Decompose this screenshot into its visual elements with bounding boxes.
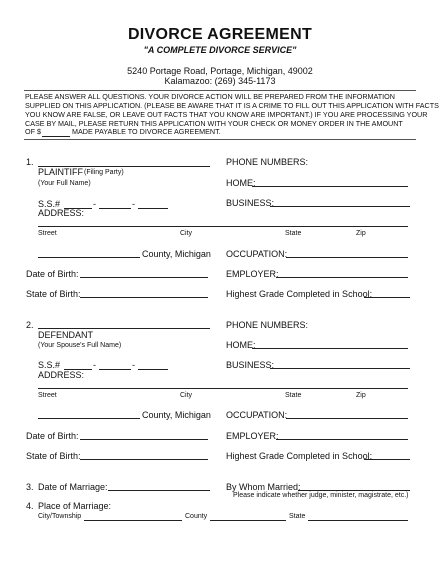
city-township-label: City/Township bbox=[38, 513, 82, 520]
plaintiff-ssn-part3[interactable] bbox=[138, 208, 168, 209]
plaintiff-dob-label: Date of Birth: bbox=[26, 269, 79, 279]
ssn-dash: - bbox=[93, 360, 96, 370]
plaintiff-name-note: (Your Full Name) bbox=[38, 180, 91, 187]
defendant-sob-field[interactable] bbox=[80, 459, 208, 460]
defendant-grade-field[interactable] bbox=[364, 459, 410, 460]
defendant-name-note: (Your Spouse's Full Name) bbox=[38, 342, 122, 349]
defendant-name-field[interactable] bbox=[38, 328, 210, 329]
defendant-dob-field[interactable] bbox=[80, 439, 208, 440]
notice-line-5a: OF $ bbox=[25, 127, 41, 136]
plaintiff-address-field[interactable] bbox=[38, 226, 408, 227]
plaintiff-employer-label: EMPLOYER: bbox=[226, 269, 279, 279]
defendant-zip-label: Zip bbox=[356, 392, 366, 399]
defendant-address-label: ADDRESS: bbox=[38, 370, 85, 380]
defendant-address-field[interactable] bbox=[38, 388, 408, 389]
notice-line-5b: MADE PAYABLE TO DIVORCE AGREEMENT. bbox=[72, 127, 221, 136]
notice-top-border bbox=[24, 90, 416, 91]
defendant-ssn-part2[interactable] bbox=[99, 369, 131, 370]
plaintiff-city-label: City bbox=[180, 230, 193, 237]
defendant-ssn-label: S.S.# bbox=[38, 360, 61, 370]
defendant-home-phone-field[interactable] bbox=[252, 348, 408, 349]
defendant-street-label: Street bbox=[38, 392, 57, 399]
defendant-ssn-part3[interactable] bbox=[138, 369, 168, 370]
ssn-dash: - bbox=[93, 199, 96, 209]
plaintiff-employer-field[interactable] bbox=[276, 277, 408, 278]
defendant-label: DEFENDANT bbox=[38, 330, 94, 340]
plaintiff-dob-field[interactable] bbox=[80, 277, 208, 278]
notice-bottom-border bbox=[24, 139, 416, 140]
defendant-state-label: State bbox=[285, 392, 302, 399]
notice-line-3: YOU KNOW ARE FALSE, OR LEAVE OUT FACTS THAT YOU KNOW ARE IMPORTANT.) IF YOU ARE PROCESSING YOUR bbox=[25, 110, 428, 119]
defendant-business-label: BUSINESS: bbox=[226, 360, 275, 370]
defendant-occupation-field[interactable] bbox=[286, 418, 408, 419]
by-whom-married-label: By Whom Married: bbox=[226, 482, 301, 492]
defendant-employer-label: EMPLOYER: bbox=[226, 431, 279, 441]
by-whom-married-note: Please indicate whether judge, minister, magistrate, etc.) bbox=[233, 492, 409, 499]
phone-line: Kalamazoo: (269) 345-1173 bbox=[164, 76, 276, 86]
item-number-2: 2. bbox=[26, 320, 34, 330]
defendant-dob-label: Date of Birth: bbox=[26, 431, 79, 441]
plaintiff-grade-label: Highest Grade Completed in School: bbox=[226, 289, 373, 299]
page-title: DIVORCE AGREEMENT bbox=[127, 26, 313, 43]
marriage-state-field[interactable] bbox=[308, 520, 408, 521]
marriage-place-label: Place of Marriage: bbox=[38, 501, 112, 511]
page-subtitle: "A COMPLETE DIVORCE SERVICE" bbox=[143, 45, 297, 55]
notice-line-2: SUPPLIED ON THIS APPLICATION. (PLEASE BE AWARE THAT IT IS A CRIME TO FILL OUT THIS APPLICATION WITH FACTS bbox=[25, 101, 439, 110]
plaintiff-address-label: ADDRESS: bbox=[38, 208, 85, 218]
plaintiff-sob-label: State of Birth: bbox=[26, 289, 81, 299]
ssn-dash: - bbox=[132, 360, 135, 370]
defendant-city-label: City bbox=[180, 392, 193, 399]
plaintiff-ssn-part2[interactable] bbox=[99, 208, 131, 209]
item-number-3: 3. bbox=[26, 482, 34, 492]
plaintiff-state-label: State bbox=[285, 230, 302, 237]
defendant-employer-field[interactable] bbox=[276, 439, 408, 440]
plaintiff-home-label: HOME: bbox=[226, 178, 256, 188]
plaintiff-label: PLAINTIFF bbox=[38, 167, 84, 177]
city-township-field[interactable] bbox=[84, 520, 182, 521]
plaintiff-grade-field[interactable] bbox=[364, 297, 410, 298]
item-number-4: 4. bbox=[26, 501, 34, 511]
defendant-county-field[interactable] bbox=[38, 418, 140, 419]
plaintiff-zip-label: Zip bbox=[356, 230, 366, 237]
amount-field[interactable] bbox=[42, 136, 70, 137]
marriage-state-label: State bbox=[289, 513, 306, 520]
by-whom-married-field[interactable] bbox=[298, 490, 410, 491]
marriage-county-label: County bbox=[185, 513, 208, 520]
defendant-home-label: HOME: bbox=[226, 340, 256, 350]
defendant-sob-label: State of Birth: bbox=[26, 451, 81, 461]
notice-line-1: PLEASE ANSWER ALL QUESTIONS. YOUR DIVORCE ACTION WILL BE PREPARED FROM THE INFORMATION bbox=[25, 92, 395, 101]
plaintiff-home-phone-field[interactable] bbox=[252, 186, 408, 187]
marriage-date-field[interactable] bbox=[108, 490, 210, 491]
plaintiff-business-phone-field[interactable] bbox=[270, 206, 410, 207]
plaintiff-role-note: (Filing Party) bbox=[84, 169, 124, 176]
address-line: 5240 Portage Road, Portage, Michigan, 49002 bbox=[127, 66, 313, 76]
notice-line-4: CASE BY MAIL, PLEASE RETURN THIS APPLICATION WITH YOUR CHECK OR MONEY ORDER IN THE AMOUNT bbox=[25, 119, 403, 128]
plaintiff-business-label: BUSINESS: bbox=[226, 198, 275, 208]
plaintiff-occupation-field[interactable] bbox=[286, 257, 408, 258]
plaintiff-sob-field[interactable] bbox=[80, 297, 208, 298]
ssn-dash: - bbox=[132, 199, 135, 209]
plaintiff-ssn-label: S.S.# bbox=[38, 199, 61, 209]
defendant-county-label: County, Michigan bbox=[142, 410, 211, 420]
plaintiff-county-field[interactable] bbox=[38, 257, 140, 258]
defendant-phone-numbers-label: PHONE NUMBERS: bbox=[226, 320, 309, 330]
plaintiff-street-label: Street bbox=[38, 230, 57, 237]
defendant-occupation-label: OCCUPATION: bbox=[226, 410, 288, 420]
plaintiff-occupation-label: OCCUPATION: bbox=[226, 249, 288, 259]
plaintiff-phone-numbers-label: PHONE NUMBERS: bbox=[226, 157, 309, 167]
plaintiff-county-label: County, Michigan bbox=[142, 249, 211, 259]
defendant-business-phone-field[interactable] bbox=[270, 368, 410, 369]
defendant-grade-label: Highest Grade Completed in School: bbox=[226, 451, 373, 461]
item-number-1: 1. bbox=[26, 157, 34, 167]
marriage-county-field[interactable] bbox=[210, 520, 286, 521]
marriage-date-label: Date of Marriage: bbox=[38, 482, 108, 492]
